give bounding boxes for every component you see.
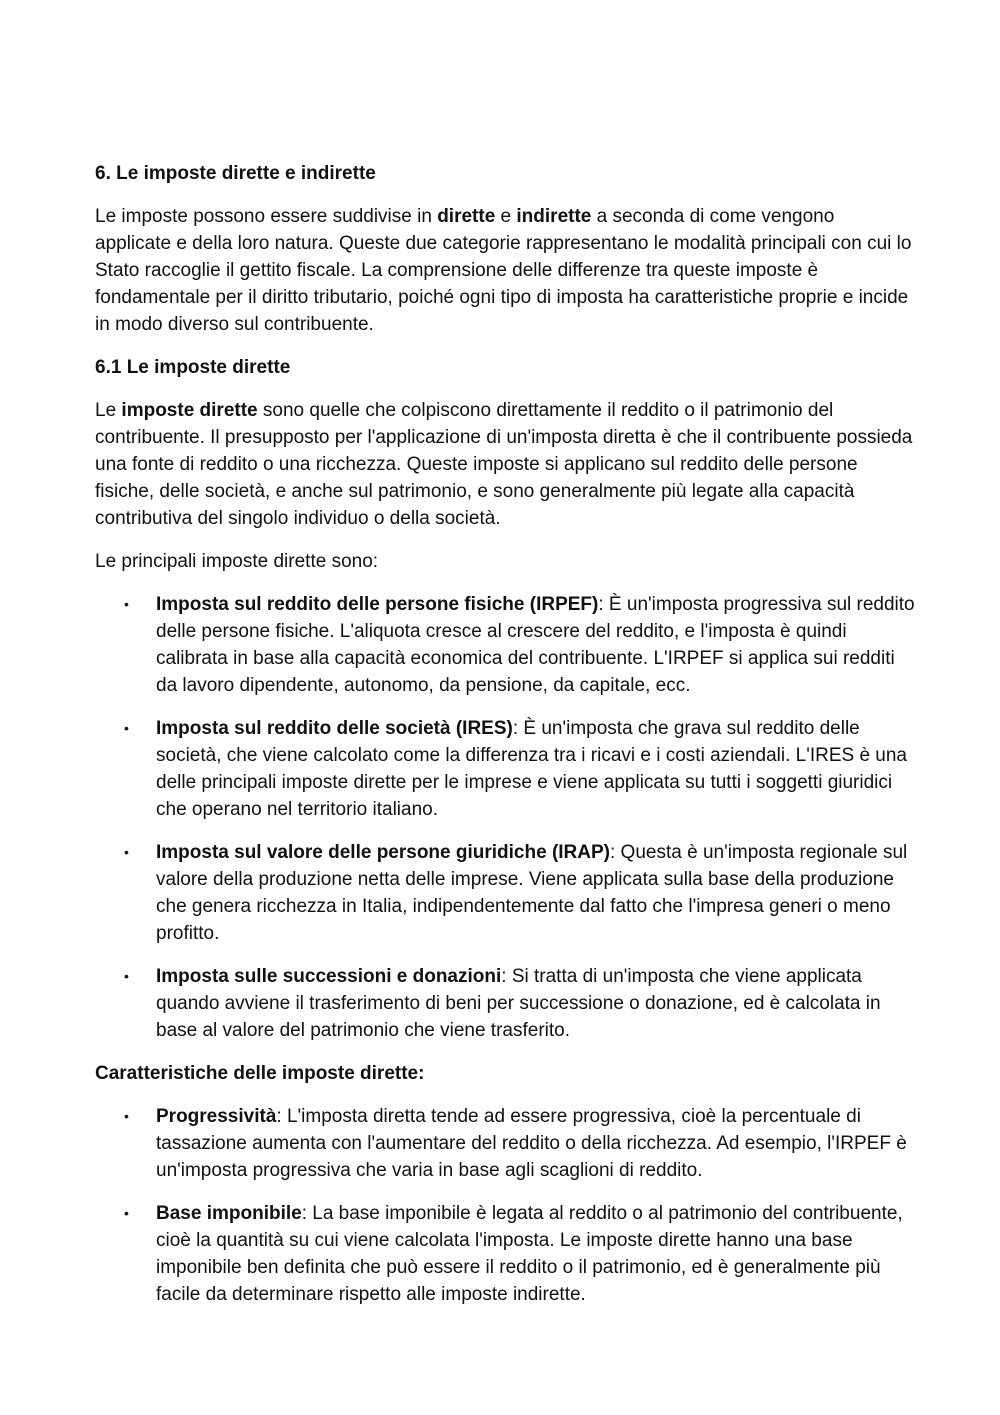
bullet-icon: • <box>124 720 129 736</box>
list-item-term: Imposta sulle successioni e donazioni <box>156 966 502 987</box>
list-item-progressivita <box>95 1103 915 1184</box>
list-item-ires <box>95 715 915 823</box>
definition-text-1: Le <box>95 400 122 421</box>
list-item-term: Progressività <box>156 1106 277 1127</box>
list-item-text: : Si tratta di un'imposta che viene applicata quando avviene il trasferimento di beni per successione o donazione, ed è calcolata in base al valore del patrimonio che viene trasferito. <box>156 966 881 1041</box>
intro-bold-indirette: indirette <box>516 206 592 227</box>
intro-text-1: Le imposte possono essere suddivise in <box>95 206 438 227</box>
list-item-term: Base imponibile <box>156 1203 302 1224</box>
characteristics-list <box>95 1103 915 1308</box>
bullet-icon: • <box>124 1108 129 1124</box>
list-item-text: : È un'imposta progressiva sul reddito delle persone fisiche. L'aliquota cresce al crescere del reddito, e l'imposta è quindi calibrata in base alla capacità economica del contribuente. L'IRPEF si applica sui redditi da lavoro dipendente, autonomo, da pensione, da capitale, ecc. <box>156 594 915 696</box>
intro-text-2: e <box>495 206 517 227</box>
subsection-heading: 6.1 Le imposte dirette <box>95 357 291 378</box>
list-item-text: : È un'imposta che grava sul reddito delle società, che viene calcolato come la differenza tra i ricavi e i costi aziendali. L'IRES è una delle principali imposte dirette per le imprese e viene applicata su tutti i soggetti giuridici che operano nel territorio italiano. <box>156 718 908 820</box>
list-item-text: : Questa è un'imposta regionale sul valore della produzione netta delle imprese. Viene applicata sulla base della produzione che genera ricchezza in Italia, indipendentemente dal fatto che l'impresa generi o meno profitto. <box>156 842 908 944</box>
characteristics-heading-text: Caratteristiche delle imposte dirette: <box>95 1063 425 1084</box>
list-item-term: Imposta sul reddito delle società (IRES) <box>156 718 513 739</box>
list-item-term: Imposta sul reddito delle persone fisiche (IRPEF) <box>156 594 599 615</box>
intro-bold-dirette: dirette <box>437 206 496 227</box>
list-item-text: : La base imponibile è legata al reddito o al patrimonio del contribuente, cioè la quantità su cui viene calcolata l'imposta. Le imposte dirette hanno una base imponibile ben definita che può essere il reddito o il patrimonio, ed è generalmente più facile da determinare rispetto alle imposte indirette. <box>156 1203 903 1305</box>
definition-bold-term: imposte dirette <box>121 400 258 421</box>
definition-text-2: sono quelle che colpiscono direttamente il reddito o il patrimonio del contribuente. Il presupposto per l'applicazione di un'imposta diretta è che il contribuente possieda una fonte di reddito o una ricchezza. Queste imposte si applicano sul reddito delle persone fisiche, delle società, e anche sul patrimonio, e sono generalmente più legate alla capacità contributiva del singolo individuo o della società. <box>95 400 913 529</box>
list-item-base-imponibile <box>95 1200 915 1308</box>
list-item-irap <box>95 839 915 947</box>
taxes-list <box>95 591 915 1044</box>
bullet-icon: • <box>124 596 129 612</box>
list-intro-paragraph: Le principali imposte dirette sono: <box>95 551 379 572</box>
bullet-icon: • <box>124 968 129 984</box>
bullet-icon: • <box>124 1205 129 1221</box>
page-content <box>95 160 915 1324</box>
section-intro-paragraph <box>95 203 915 338</box>
list-item-irpef <box>95 591 915 699</box>
definition-paragraph <box>95 397 915 532</box>
section-heading: 6. Le imposte dirette e indirette <box>95 163 376 184</box>
intro-text-3: a seconda di come vengono applicate e della loro natura. Queste due categorie rappresentano le modalità principali con cui lo Stato raccoglie il gettito fiscale. La comprensione delle differenze tra queste imposte è fondamentale per il diritto tributario, poiché ogni tipo di imposta ha caratteristiche proprie e incide in modo diverso sul contribuente. <box>95 206 912 335</box>
characteristics-heading <box>95 1060 915 1087</box>
list-item-text: : L'imposta diretta tende ad essere progressiva, cioè la percentuale di tassazione aumenta con l'aumentare del reddito o della ricchezza. Ad esempio, l'IRPEF è un'imposta progressiva che varia in base agli scaglioni di reddito. <box>156 1106 907 1181</box>
list-item-term: Imposta sul valore delle persone giuridiche (IRAP) <box>156 842 610 863</box>
bullet-icon: • <box>124 844 129 860</box>
list-item-successioni <box>95 963 915 1044</box>
